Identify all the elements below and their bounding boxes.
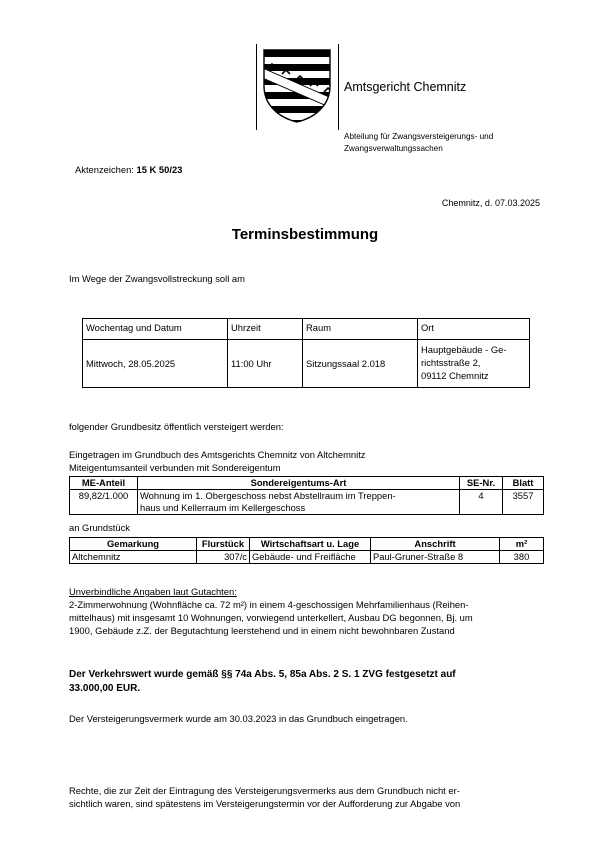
ownership-sheet: 3557 bbox=[503, 490, 544, 515]
plot-label: an Grundstück bbox=[69, 522, 130, 533]
header-se-nr: SE-Nr. bbox=[460, 477, 503, 490]
ownership-type bbox=[138, 490, 460, 515]
ownership-share: 89,82/1.000 bbox=[70, 490, 138, 515]
file-reference bbox=[75, 164, 182, 175]
rights-line-2: sichtlich waren, sind spätestens im Versteigerungstermin vor der Aufforderung zur Abgabe von bbox=[69, 798, 461, 809]
header-time: Uhrzeit bbox=[228, 319, 303, 340]
market-value-line-1: Der Verkehrswert wurde gemäß §§ 74a Abs. 5, 85a Abs. 2 S. 1 ZVG festgesetzt auf bbox=[69, 669, 456, 680]
expert-line-3: 1900, Gebäude z.Z. der Begutachtung leerstehend und in einem nicht bewohnbaren Zustand bbox=[69, 625, 455, 636]
plot-area: 380 bbox=[500, 551, 544, 564]
appointment-header-row bbox=[83, 319, 530, 340]
header-divider-left bbox=[256, 44, 257, 130]
header-ownership-type: Sondereigentums-Art bbox=[138, 477, 460, 490]
ownership-se-nr: 4 bbox=[460, 490, 503, 515]
expert-line-2: mittelhaus) mit insgesamt 10 Wohnungen, vorwiegend unterkellert, Ausbau DG begonnen, Bj. um bbox=[69, 612, 473, 623]
plot-table bbox=[69, 537, 544, 564]
department-line-1: Abteilung für Zwangsversteigerungs- und bbox=[344, 132, 494, 141]
ownership-type-line-2: haus und Kellerraum im Kellergeschoss bbox=[140, 502, 306, 513]
plot-district: Altchemnitz bbox=[70, 551, 197, 564]
rights-line-1: Rechte, die zur Zeit der Eintragung des Versteigerungsvermerks aus dem Grundbuch nicht er- bbox=[69, 785, 460, 796]
expert-line-1: 2-Zimmerwohnung (Wohnfläche ca. 72 m²) in einem 4-geschossigen Mehrfamilienhaus (Reihen- bbox=[69, 599, 469, 610]
header-weekday-date: Wochentag und Datum bbox=[83, 319, 228, 340]
auction-text: folgender Grundbesitz öffentlich versteigert werden: bbox=[69, 421, 284, 432]
header-place: Ort bbox=[418, 319, 530, 340]
registration-note: Der Versteigerungsvermerk wurde am 30.03.2023 in das Grundbuch eingetragen. bbox=[69, 713, 408, 724]
header-divider-right bbox=[338, 44, 339, 130]
intro-text: Im Wege der Zwangsvollstreckung soll am bbox=[69, 273, 245, 284]
place-date: Chemnitz, d. 07.03.2025 bbox=[441, 198, 540, 208]
header-room: Raum bbox=[303, 319, 418, 340]
department-line-2: Zwangsverwaltungssachen bbox=[344, 144, 443, 153]
plot-data-row bbox=[70, 551, 544, 564]
ownership-data-row bbox=[70, 490, 544, 515]
appointment-place-line-2: richtsstraße 2, bbox=[421, 357, 481, 368]
header-share: ME-Anteil bbox=[70, 477, 138, 490]
file-reference-value: 15 K 50/23 bbox=[136, 164, 183, 175]
appointment-room: Sitzungssaal 2.018 bbox=[303, 340, 418, 388]
appointment-place-line-1: Hauptgebäude - Ge- bbox=[421, 344, 507, 355]
ownership-table bbox=[69, 476, 544, 515]
saxony-coat-of-arms-logo bbox=[262, 48, 332, 124]
ownership-type-line-1: Wohnung im 1. Obergeschoss nebst Abstellraum im Treppen- bbox=[140, 490, 396, 501]
document-title: Terminsbestimmung bbox=[231, 226, 379, 243]
plot-parcel: 307/c bbox=[197, 551, 250, 564]
plot-header-row bbox=[70, 538, 544, 551]
header-address: Anschrift bbox=[371, 538, 500, 551]
header-usage: Wirtschaftsart u. Lage bbox=[250, 538, 371, 551]
appointment-date: Mittwoch, 28.05.2025 bbox=[83, 340, 228, 388]
registered-line-2: Miteigentumsanteil verbunden mit Sondereigentum bbox=[69, 462, 281, 473]
header-sheet: Blatt bbox=[503, 477, 544, 490]
expert-heading: Unverbindliche Angaben laut Gutachten: bbox=[69, 586, 237, 597]
appointment-place bbox=[418, 340, 530, 388]
ownership-header-row bbox=[70, 477, 544, 490]
plot-address: Paul-Gruner-Straße 8 bbox=[371, 551, 500, 564]
court-name: Amtsgericht Chemnitz bbox=[344, 80, 467, 94]
file-reference-label: Aktenzeichen: bbox=[75, 164, 134, 175]
header-area: m² bbox=[500, 538, 544, 551]
plot-usage: Gebäude- und Freifläche bbox=[250, 551, 371, 564]
appointment-place-line-3: 09112 Chemnitz bbox=[421, 370, 489, 381]
header-district: Gemarkung bbox=[70, 538, 197, 551]
appointment-time: 11:00 Uhr bbox=[228, 340, 303, 388]
appointment-table bbox=[82, 318, 530, 388]
market-value-line-2: 33.000,00 EUR. bbox=[69, 683, 141, 694]
appointment-data-row bbox=[83, 340, 530, 388]
header-parcel: Flurstück bbox=[197, 538, 250, 551]
registered-line-1: Eingetragen im Grundbuch des Amtsgerichts Chemnitz von Altchemnitz bbox=[69, 449, 366, 460]
